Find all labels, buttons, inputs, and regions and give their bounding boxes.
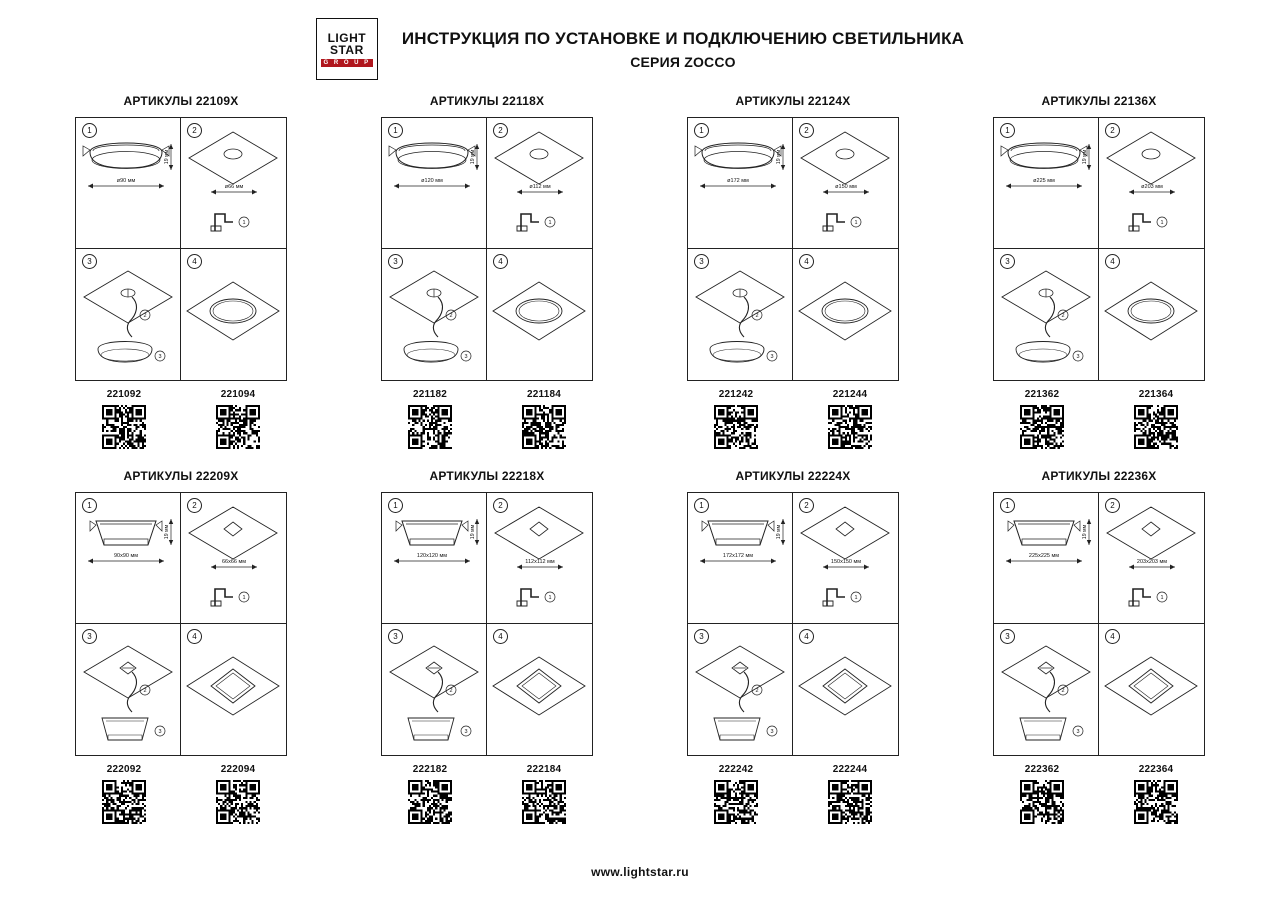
article-code-item (382, 389, 478, 449)
step-panel-2 (487, 118, 592, 249)
svg-text:2: 2 (143, 688, 147, 695)
product-block (946, 94, 1252, 449)
qr-code-icon (714, 405, 758, 449)
qr-code-icon (408, 780, 452, 824)
svg-text:3: 3 (770, 354, 774, 361)
svg-text:1: 1 (242, 595, 246, 602)
svg-text:120х120 мм: 120х120 мм (416, 553, 448, 559)
article-code-number: 221242 (718, 389, 754, 400)
product-block-title: АРТИКУЛЫ 22124Х (735, 94, 851, 108)
step-number-badge: 4 (1105, 629, 1120, 644)
svg-text:225х225 мм: 225х225 мм (1028, 553, 1060, 559)
article-code-item (76, 764, 172, 824)
article-code-item (994, 764, 1090, 824)
article-code-number: 222094 (220, 764, 256, 775)
article-code-item (190, 389, 286, 449)
svg-text:19 мм: 19 мм (164, 149, 170, 165)
article-code-number: 222184 (526, 764, 562, 775)
qr-code-icon (522, 405, 566, 449)
logo-line-3: G R O U P (321, 59, 374, 67)
article-code-number: 222244 (832, 764, 868, 775)
step-panel-2 (1099, 493, 1204, 624)
step-panel-group (381, 117, 593, 381)
step-panel-4 (1099, 249, 1204, 380)
svg-text:1: 1 (242, 220, 246, 227)
step-panel-1 (994, 118, 1099, 249)
article-code-item (190, 764, 286, 824)
article-code-item (802, 764, 898, 824)
step-panel-1 (76, 493, 181, 624)
step-panel-3 (382, 249, 487, 380)
svg-text:2: 2 (449, 313, 453, 320)
svg-text:ø66 мм: ø66 мм (224, 184, 244, 190)
logo-line-1: LIGHT (327, 30, 367, 45)
step-panel-2 (487, 493, 592, 624)
svg-text:3: 3 (464, 354, 468, 361)
article-code-number: 222362 (1024, 764, 1060, 775)
svg-text:2: 2 (755, 688, 759, 695)
svg-text:19 мм: 19 мм (776, 524, 782, 540)
step-panel-3 (994, 249, 1099, 380)
step-number-badge: 2 (187, 498, 202, 513)
page-subtitle: СЕРИЯ ZOCCO (630, 53, 736, 70)
article-code-item (1108, 764, 1204, 824)
svg-text:1: 1 (548, 220, 552, 227)
article-code-item (688, 764, 784, 824)
step-panel-2 (181, 493, 286, 624)
step-number-badge: 3 (82, 629, 97, 644)
step-panel-2 (181, 118, 286, 249)
step-number-badge: 4 (799, 629, 814, 644)
article-codes (76, 764, 286, 824)
svg-text:19 мм: 19 мм (776, 149, 782, 165)
article-code-item (802, 389, 898, 449)
product-block (334, 469, 640, 824)
step-number-badge: 1 (82, 498, 97, 513)
step-panel-4 (1099, 624, 1204, 755)
qr-code-icon (828, 780, 872, 824)
step-number-badge: 3 (82, 254, 97, 269)
step-panel-4 (793, 249, 898, 380)
product-grid (0, 94, 1280, 824)
step-panel-group (75, 492, 287, 756)
article-code-number: 221362 (1024, 389, 1060, 400)
article-code-number: 222092 (106, 764, 142, 775)
article-code-item (76, 389, 172, 449)
step-panel-1 (688, 118, 793, 249)
svg-text:ø225 мм: ø225 мм (1033, 178, 1055, 184)
step-panel-group (687, 117, 899, 381)
svg-text:ø112 мм: ø112 мм (529, 184, 551, 190)
svg-text:19 мм: 19 мм (1082, 524, 1088, 540)
svg-text:19 мм: 19 мм (164, 524, 170, 540)
article-codes (688, 389, 898, 449)
article-code-number: 221244 (832, 389, 868, 400)
step-panel-4 (487, 249, 592, 380)
step-number-badge: 4 (187, 629, 202, 644)
qr-code-icon (1020, 780, 1064, 824)
svg-text:ø203 мм: ø203 мм (1141, 184, 1163, 190)
step-number-badge: 3 (1000, 629, 1015, 644)
qr-code-icon (522, 780, 566, 824)
step-number-badge: 1 (388, 498, 403, 513)
product-block (946, 469, 1252, 824)
footer-website: www.lightstar.ru (591, 865, 689, 879)
article-code-number: 221182 (412, 389, 448, 400)
step-panel-3 (76, 249, 181, 380)
svg-text:ø90 мм: ø90 мм (116, 178, 136, 184)
qr-code-icon (102, 780, 146, 824)
qr-code-icon (216, 780, 260, 824)
svg-text:19 мм: 19 мм (470, 149, 476, 165)
step-number-badge: 2 (493, 498, 508, 513)
svg-text:ø172 мм: ø172 мм (727, 178, 749, 184)
qr-code-icon (408, 405, 452, 449)
svg-text:66х66 мм: 66х66 мм (221, 559, 247, 565)
qr-code-icon (1134, 405, 1178, 449)
svg-text:ø120 мм: ø120 мм (421, 178, 443, 184)
step-panel-1 (688, 493, 793, 624)
step-number-badge: 1 (694, 498, 709, 513)
step-panel-group (381, 492, 593, 756)
qr-code-icon (828, 405, 872, 449)
svg-text:1: 1 (854, 220, 858, 227)
step-number-badge: 4 (493, 629, 508, 644)
article-codes (688, 764, 898, 824)
article-code-number: 221364 (1138, 389, 1174, 400)
article-code-number: 221094 (220, 389, 256, 400)
product-block-title: АРТИКУЛЫ 22109Х (123, 94, 239, 108)
svg-text:2: 2 (1061, 688, 1065, 695)
product-block-title: АРТИКУЛЫ 22209Х (123, 469, 239, 483)
article-code-number: 221092 (106, 389, 142, 400)
svg-text:3: 3 (158, 729, 162, 736)
step-panel-group (687, 492, 899, 756)
product-block-title: АРТИКУЛЫ 22236Х (1041, 469, 1157, 483)
step-panel-1 (994, 493, 1099, 624)
step-panel-1 (76, 118, 181, 249)
step-panel-4 (793, 624, 898, 755)
svg-text:2: 2 (143, 313, 147, 320)
article-code-item (496, 389, 592, 449)
step-number-badge: 1 (82, 123, 97, 138)
step-number-badge: 2 (1105, 123, 1120, 138)
svg-text:3: 3 (464, 729, 468, 736)
svg-text:112х112 мм: 112х112 мм (525, 559, 555, 565)
article-code-number: 222364 (1138, 764, 1174, 775)
step-number-badge: 2 (1105, 498, 1120, 513)
qr-code-icon (1020, 405, 1064, 449)
page-header (0, 0, 1280, 80)
product-block (28, 94, 334, 449)
step-number-badge: 4 (493, 254, 508, 269)
qr-code-icon (216, 405, 260, 449)
article-code-item (994, 389, 1090, 449)
step-panel-1 (382, 493, 487, 624)
article-codes (382, 764, 592, 824)
step-number-badge: 2 (187, 123, 202, 138)
product-block-title: АРТИКУЛЫ 22118Х (429, 94, 545, 108)
product-block-title: АРТИКУЛЫ 22136Х (1041, 94, 1157, 108)
lightstar-logo (316, 18, 378, 80)
qr-code-icon (102, 405, 146, 449)
svg-text:150х150 мм: 150х150 мм (830, 559, 862, 565)
svg-text:ø150 мм: ø150 мм (835, 184, 857, 190)
svg-text:3: 3 (770, 729, 774, 736)
svg-text:90х90 мм: 90х90 мм (113, 553, 139, 559)
step-number-badge: 3 (694, 629, 709, 644)
step-number-badge: 1 (388, 123, 403, 138)
article-codes (382, 389, 592, 449)
article-codes (994, 764, 1204, 824)
svg-text:2: 2 (449, 688, 453, 695)
product-block (640, 94, 946, 449)
svg-text:19 мм: 19 мм (470, 524, 476, 540)
svg-text:3: 3 (158, 354, 162, 361)
svg-text:203х203 мм: 203х203 мм (1136, 559, 1168, 565)
svg-text:1: 1 (548, 595, 552, 602)
step-panel-1 (382, 118, 487, 249)
product-block (640, 469, 946, 824)
step-number-badge: 3 (388, 254, 403, 269)
step-number-badge: 1 (1000, 123, 1015, 138)
step-panel-3 (382, 624, 487, 755)
step-panel-group (993, 117, 1205, 381)
step-panel-3 (994, 624, 1099, 755)
step-number-badge: 2 (493, 123, 508, 138)
article-codes (994, 389, 1204, 449)
step-panel-2 (1099, 118, 1204, 249)
article-code-item (496, 764, 592, 824)
step-panel-group (993, 492, 1205, 756)
step-panel-2 (793, 493, 898, 624)
step-panel-3 (688, 249, 793, 380)
page-title: ИНСТРУКЦИЯ ПО УСТАНОВКЕ И ПОДКЛЮЧЕНИЮ СВЕТИЛЬНИКА (401, 28, 965, 48)
product-block-title: АРТИКУЛЫ 22218Х (429, 469, 545, 483)
step-panel-3 (688, 624, 793, 755)
step-number-badge: 3 (1000, 254, 1015, 269)
step-number-badge: 4 (799, 254, 814, 269)
step-panel-4 (181, 249, 286, 380)
svg-text:1: 1 (1160, 595, 1164, 602)
step-panel-3 (76, 624, 181, 755)
svg-text:1: 1 (1160, 220, 1164, 227)
article-code-number: 221184 (526, 389, 562, 400)
qr-code-icon (1134, 780, 1178, 824)
article-code-item (1108, 389, 1204, 449)
article-code-item (382, 764, 478, 824)
product-block (28, 469, 334, 824)
product-block-title: АРТИКУЛЫ 22224Х (735, 469, 851, 483)
step-number-badge: 1 (1000, 498, 1015, 513)
svg-text:2: 2 (755, 313, 759, 320)
svg-text:172х172 мм: 172х172 мм (722, 553, 754, 559)
product-block (334, 94, 640, 449)
step-number-badge: 2 (799, 123, 814, 138)
article-code-number: 222242 (718, 764, 754, 775)
svg-text:19 мм: 19 мм (1082, 149, 1088, 165)
step-panel-2 (793, 118, 898, 249)
step-number-badge: 2 (799, 498, 814, 513)
article-code-number: 222182 (412, 764, 448, 775)
article-code-item (688, 389, 784, 449)
step-number-badge: 3 (694, 254, 709, 269)
svg-text:3: 3 (1076, 354, 1080, 361)
step-number-badge: 3 (388, 629, 403, 644)
svg-text:2: 2 (1061, 313, 1065, 320)
svg-text:1: 1 (854, 595, 858, 602)
logo-line-2: STAR (329, 42, 364, 57)
step-number-badge: 1 (694, 123, 709, 138)
step-panel-4 (487, 624, 592, 755)
step-number-badge: 4 (187, 254, 202, 269)
step-panel-group (75, 117, 287, 381)
step-number-badge: 4 (1105, 254, 1120, 269)
page-title-group (402, 29, 964, 70)
step-panel-4 (181, 624, 286, 755)
article-codes (76, 389, 286, 449)
svg-text:3: 3 (1076, 729, 1080, 736)
qr-code-icon (714, 780, 758, 824)
